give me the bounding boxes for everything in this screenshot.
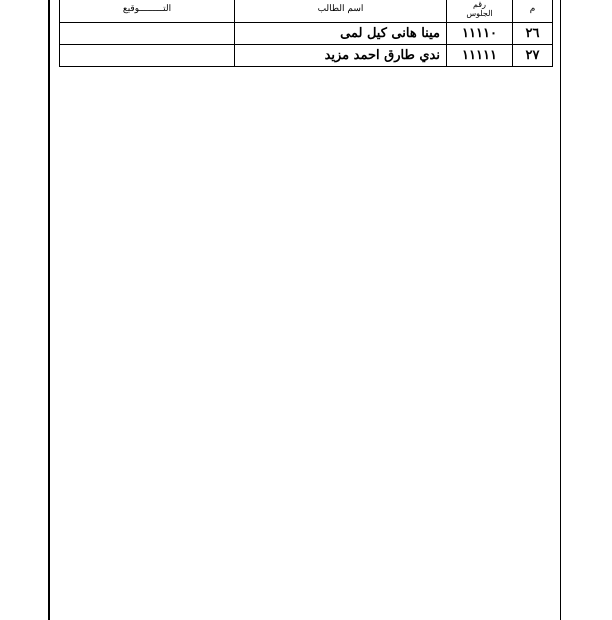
header-seat-line2: الجلوس — [466, 9, 493, 18]
row-seat-number: ١١١١١ — [447, 45, 513, 67]
row-signature — [60, 45, 235, 67]
row-index: ٢٧ — [513, 45, 553, 67]
row-seat-number: ١١١١٠ — [447, 23, 513, 45]
row-student-name: ندي طارق احمد مزيد — [235, 45, 447, 67]
row-student-name: مينا هانى كيل لمى — [235, 23, 447, 45]
header-signature: التـــــــــوقيع — [60, 0, 235, 23]
table-header-row — [60, 0, 553, 23]
header-index: م — [513, 0, 553, 23]
row-signature — [60, 23, 235, 45]
header-student-name: اسم الطالب — [235, 0, 447, 23]
table-row — [60, 23, 553, 45]
header-seat-number — [447, 0, 513, 23]
table-row — [60, 45, 553, 67]
page-border-right — [560, 0, 561, 620]
students-table — [59, 0, 553, 67]
row-index: ٢٦ — [513, 23, 553, 45]
header-seat-line1: رقم — [472, 0, 486, 9]
page-border-left — [48, 0, 50, 620]
